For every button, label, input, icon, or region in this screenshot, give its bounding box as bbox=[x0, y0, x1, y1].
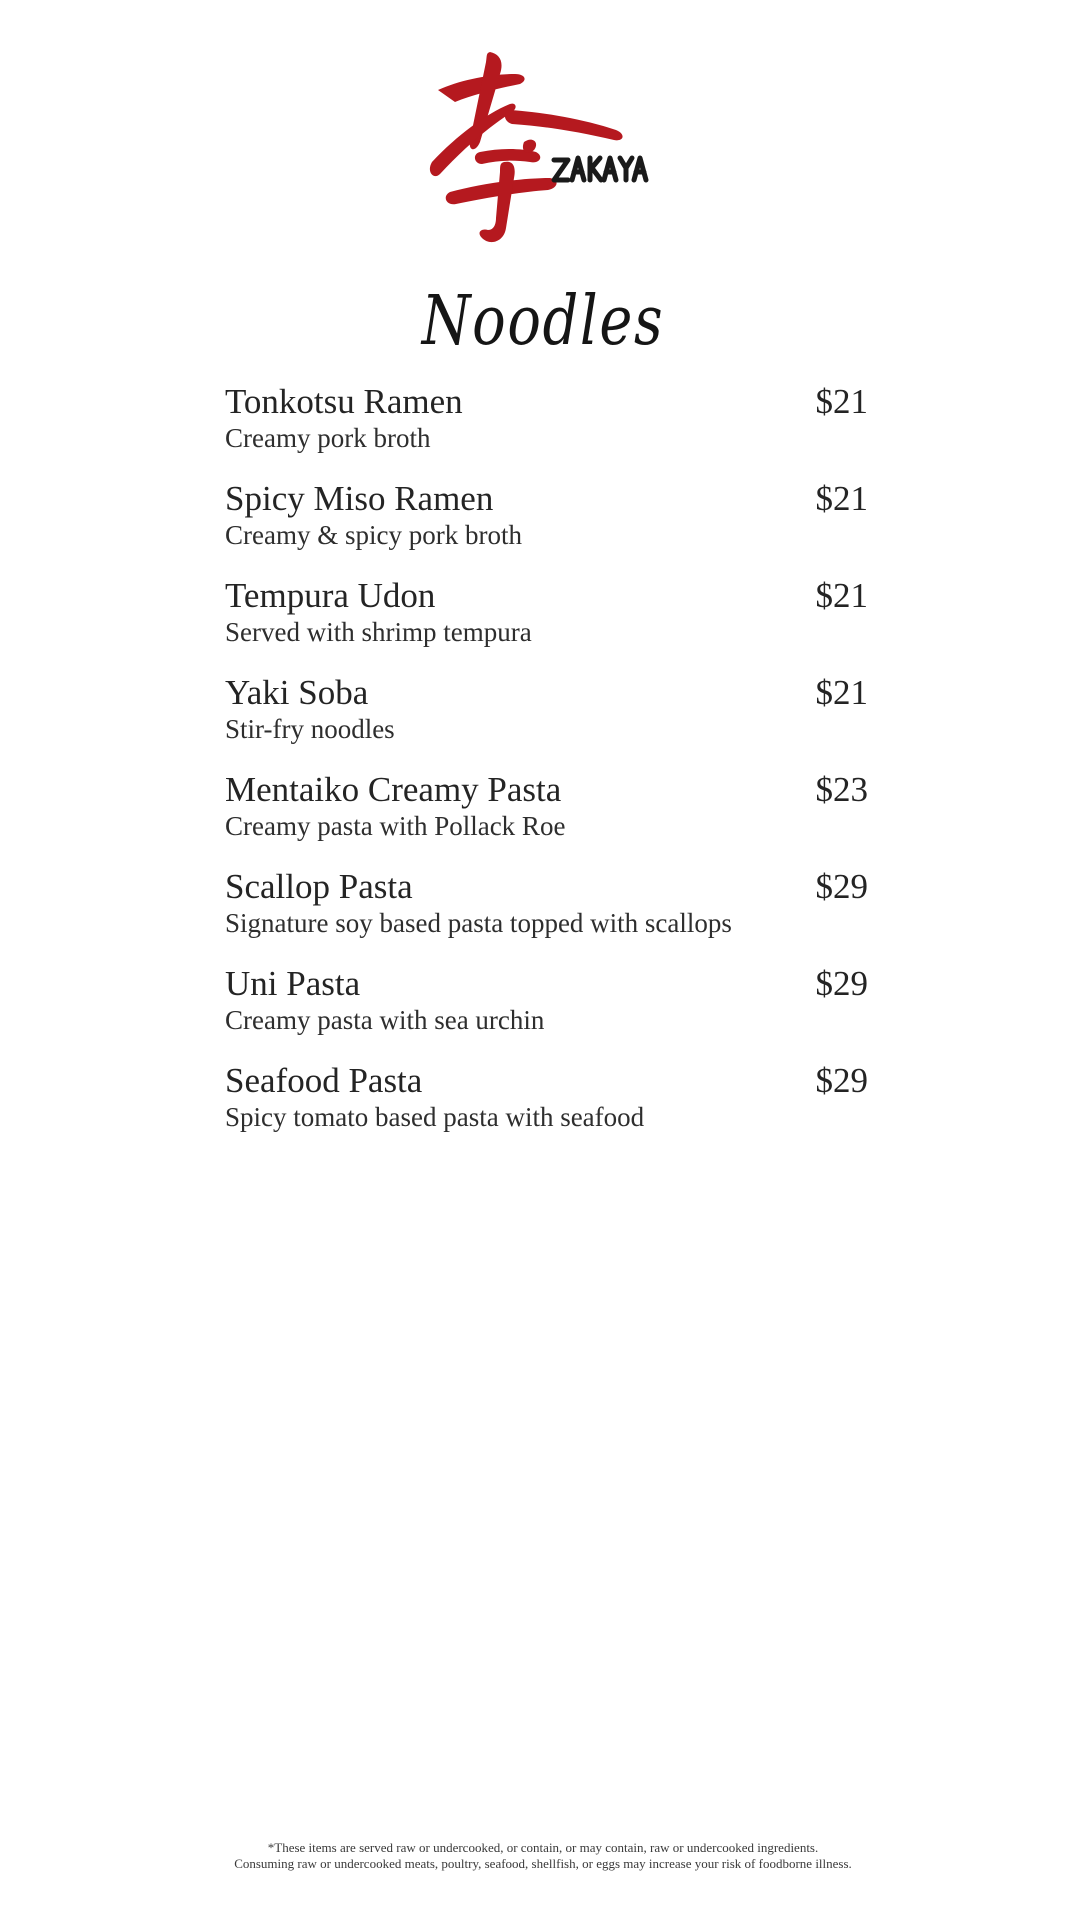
item-name: Tonkotsu Ramen bbox=[225, 382, 463, 421]
item-description: Signature soy based pasta topped with scallops bbox=[225, 908, 732, 938]
item-name: Uni Pasta bbox=[225, 964, 361, 1003]
item-name: Spicy Miso Ramen bbox=[225, 479, 494, 518]
item-description: Stir-fry noodles bbox=[225, 714, 395, 744]
item-description: Creamy & spicy pork broth bbox=[225, 520, 522, 550]
item-name: Tempura Udon bbox=[225, 576, 436, 615]
menu-item bbox=[225, 479, 868, 576]
item-description: Creamy pasta with sea urchin bbox=[225, 1005, 545, 1035]
item-description: Spicy tomato based pasta with seafood bbox=[225, 1102, 645, 1132]
menu-item bbox=[225, 576, 868, 673]
item-price: $29 bbox=[815, 867, 868, 906]
menu-item bbox=[225, 770, 868, 867]
item-name: Seafood Pasta bbox=[225, 1061, 423, 1100]
item-description: Creamy pork broth bbox=[225, 423, 431, 453]
item-price: $29 bbox=[815, 1061, 868, 1100]
item-name: Mentaiko Creamy Pasta bbox=[225, 770, 562, 809]
menu-item bbox=[225, 673, 868, 770]
item-description: Served with shrimp tempura bbox=[225, 617, 532, 647]
menu-item bbox=[225, 867, 868, 964]
restaurant-logo bbox=[420, 52, 670, 247]
item-description: Creamy pasta with Pollack Roe bbox=[225, 811, 566, 841]
menu-list bbox=[225, 382, 868, 1158]
item-price: $21 bbox=[815, 576, 868, 615]
section-title: Noodles bbox=[421, 282, 665, 361]
disclaimer-line-2: Consuming raw or undercooked meats, poultry, seafood, shellfish, or eggs may increase your risk of foodborne illness. bbox=[234, 1856, 852, 1871]
item-price: $21 bbox=[815, 479, 868, 518]
item-price: $29 bbox=[815, 964, 868, 1003]
item-price: $21 bbox=[815, 382, 868, 421]
menu-item bbox=[225, 382, 868, 479]
disclaimer-line-1: *These items are served raw or undercooked, or contain, or may contain, raw or undercooked ingredients. bbox=[267, 1840, 819, 1855]
logo-graphic bbox=[420, 52, 670, 247]
allergy-disclaimer bbox=[0, 1840, 1086, 1872]
item-price: $23 bbox=[815, 770, 868, 809]
item-name: Yaki Soba bbox=[225, 673, 369, 712]
item-name: Scallop Pasta bbox=[225, 867, 413, 906]
menu-item bbox=[225, 964, 868, 1061]
menu-item bbox=[225, 1061, 868, 1158]
item-price: $21 bbox=[815, 673, 868, 712]
